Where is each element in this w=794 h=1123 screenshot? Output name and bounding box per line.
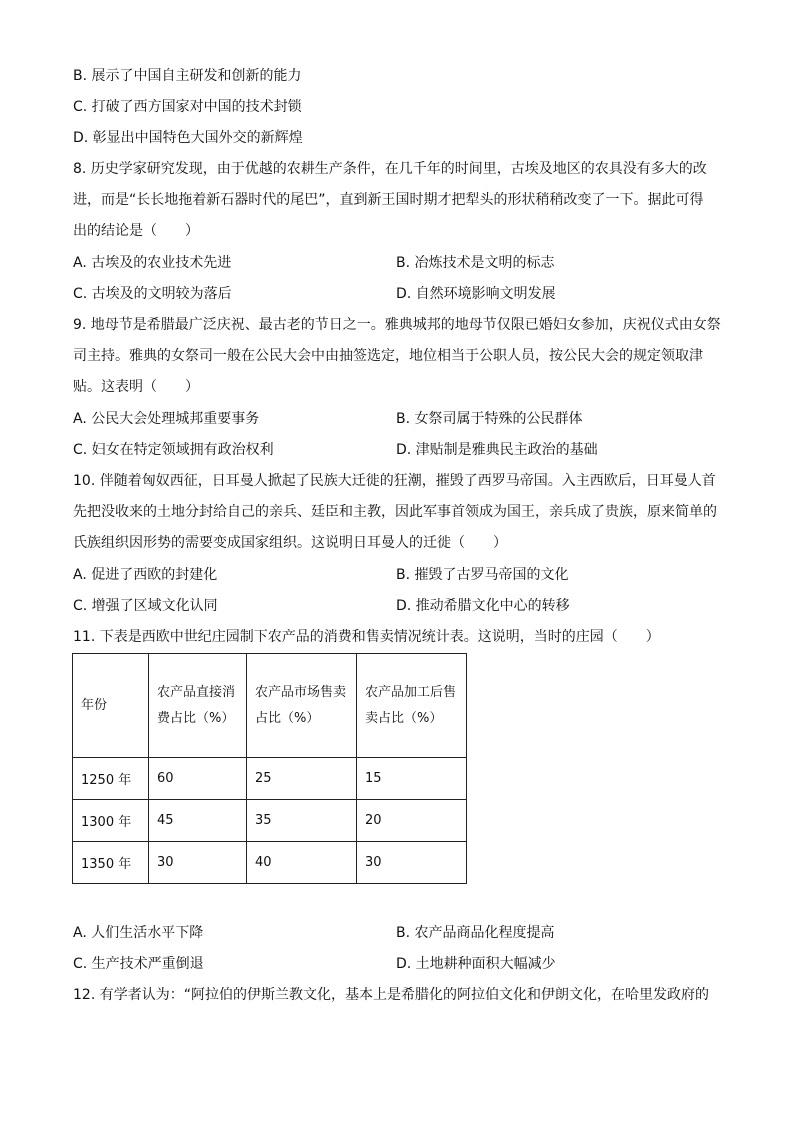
statistics-table (72, 653, 467, 884)
q8-option-d: D. 自然环境影响文明发展 (396, 286, 556, 302)
table-cell: 60 (149, 758, 247, 800)
q10-stem-line-3: 氏族组织因形势的需要变成国家组织。这说明日耳曼人的迁徙（ ） (73, 535, 507, 551)
q10-option-a: A. 促进了西欧的封建化 (73, 567, 218, 583)
q10-stem-line-2: 先把没收来的土地分封给自己的亲兵、廷臣和主教，因此军事首领成为国王，亲兵成了贵族，原来简单的 (73, 504, 717, 520)
table-cell: 30 (149, 842, 247, 884)
q8-stem-line-1: 8. 历史学家研究发现，由于优越的农耕生产条件，在几千年的时间里，古埃及地区的农具没有多大的改 (73, 161, 707, 177)
q10-stem-line-1: 10. 伴随着匈奴西征，日耳曼人掀起了民族大迁徙的狂潮，摧毁了西罗马帝国。入主西欧后，日耳曼人首 (73, 473, 716, 489)
q9-stem-line-3: 贴。这表明（ ） (73, 379, 199, 395)
table-row (73, 758, 467, 800)
table-header-row (73, 654, 467, 758)
q11-option-b: B. 农产品商品化程度提高 (396, 925, 555, 941)
q10-option-d: D. 推动希腊文化中心的转移 (396, 598, 570, 614)
table-cell: 15 (357, 758, 467, 800)
table-header-cell: 农产品加工后售卖占比（%） (357, 654, 467, 758)
table-cell: 1300 年 (73, 800, 149, 842)
q12-stem-line-1: 12. 有学者认为：“阿拉伯的伊斯兰教文化，基本上是希腊化的阿拉伯文化和伊朗文化，在哈里发政府的 (73, 987, 709, 1003)
q9-option-d: D. 津贴制是雅典民主政治的基础 (396, 442, 598, 458)
q11-stem-line-1: 11. 下表是西欧中世纪庄园制下农产品的消费和售卖情况统计表。这说明，当时的庄园（ ） (73, 629, 660, 645)
table-cell: 1250 年 (73, 758, 149, 800)
q8-stem-line-2: 进，而是“长长地拖着新石器时代的尾巴”，直到新王国时期才把犁头的形状稍稍改变了一下。据此可得 (73, 192, 704, 208)
table-cell: 20 (357, 800, 467, 842)
q8-option-a: A. 古埃及的农业技术先进 (73, 255, 232, 271)
q7-option-c: C. 打破了西方国家对中国的技术封锁 (73, 99, 302, 115)
q9-option-c: C. 妇女在特定领域拥有政治权利 (73, 442, 274, 458)
q7-option-d: D. 彰显出中国特色大国外交的新辉煌 (73, 130, 303, 146)
q9-stem-line-1: 9. 地母节是希腊最广泛庆祝、最古老的节日之一。雅典城邦的地母节仅限已婚妇女参加，庆祝仪式由女祭 (73, 317, 721, 333)
q7-option-b: B. 展示了中国自主研发和创新的能力 (73, 68, 302, 84)
table-cell: 45 (149, 800, 247, 842)
q9-stem-line-2: 司主持。雅典的女祭司一般在公民大会中由抽签选定，地位相当于公职人员，按公民大会的规定领取津 (73, 348, 703, 364)
table-header-cell: 农产品市场售卖占比（%） (247, 654, 357, 758)
q11-option-d: D. 土地耕种面积大幅减少 (396, 956, 556, 972)
table-cell: 35 (247, 800, 357, 842)
q10-option-c: C. 增强了区域文化认同 (73, 598, 218, 614)
table-header-cell: 农产品直接消费占比（%） (149, 654, 247, 758)
table-cell: 40 (247, 842, 357, 884)
q10-option-b: B. 摧毁了古罗马帝国的文化 (396, 567, 569, 583)
q11-option-c: C. 生产技术严重倒退 (73, 956, 204, 972)
q11-option-a: A. 人们生活水平下降 (73, 925, 204, 941)
table-row (73, 842, 467, 884)
q8-option-c: C. 古埃及的文明较为落后 (73, 286, 232, 302)
q8-option-b: B. 冶炼技术是文明的标志 (396, 255, 555, 271)
q9-option-b: B. 女祭司属于特殊的公民群体 (396, 411, 583, 427)
table-cell: 30 (357, 842, 467, 884)
q8-stem-line-3: 出的结论是（ ） (73, 223, 199, 239)
table-header-cell: 年份 (73, 654, 149, 758)
q9-option-a: A. 公民大会处理城邦重要事务 (73, 411, 260, 427)
table-cell: 1350 年 (73, 842, 149, 884)
table-cell: 25 (247, 758, 357, 800)
table-row (73, 800, 467, 842)
